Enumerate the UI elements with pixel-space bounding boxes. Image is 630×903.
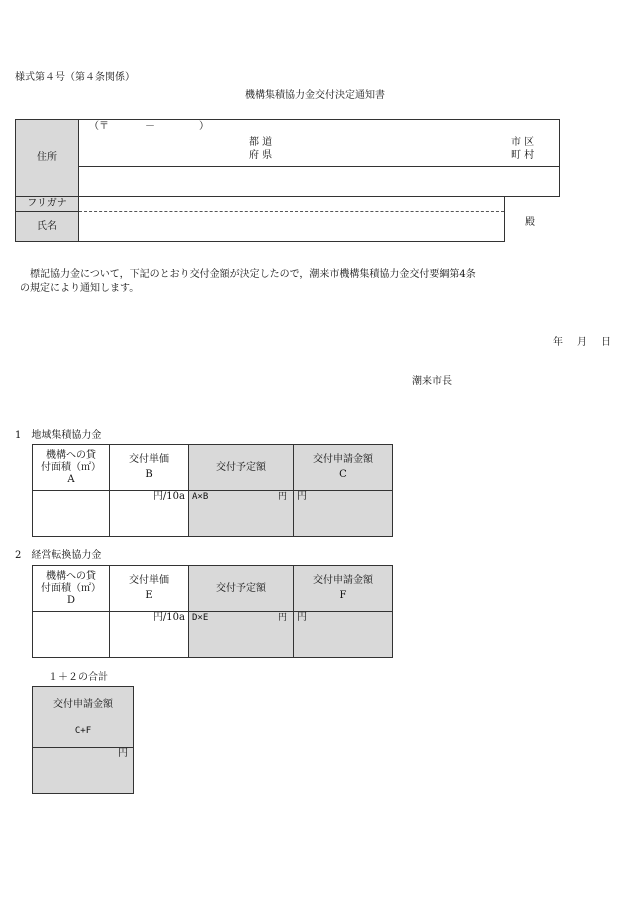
- document-title: 機構集積協力金交付決定通知書: [245, 90, 385, 101]
- date-day: 日: [601, 337, 611, 348]
- s1-col-application-amount: 交付申請金額 C: [294, 445, 393, 491]
- s2-unit-price-value: 円/10a: [110, 612, 189, 658]
- date-year: 年: [553, 337, 563, 348]
- section2-table: [32, 565, 393, 658]
- name-label: 氏名: [16, 212, 79, 242]
- todofuken-top: 都 道: [249, 137, 273, 148]
- s1-col-area: 機構への貸 付面積（㎡） A: [33, 445, 110, 491]
- s2-yen-a: 円: [277, 613, 287, 623]
- date-month: 月: [577, 337, 587, 348]
- s2-application-amount-value[interactable]: 円: [294, 612, 393, 658]
- todofuken-bottom: 府 県: [249, 150, 273, 161]
- furigana-field[interactable]: [79, 197, 505, 212]
- shichoson-bottom: 町 村: [511, 150, 535, 161]
- s1-application-amount-value[interactable]: 円: [294, 491, 393, 537]
- s2-col-planned-amount: 交付予定額: [189, 566, 294, 612]
- section1-heading: 1 地域集積協力金: [15, 430, 102, 441]
- total-table: [32, 686, 134, 794]
- address-table: [15, 119, 560, 197]
- body-text-line2: の規定により通知します。: [20, 283, 140, 294]
- s1-unit-price-value: 円/10a: [110, 491, 189, 537]
- s1-area-value[interactable]: [33, 491, 110, 537]
- s1-col-planned-amount: 交付予定額: [189, 445, 294, 491]
- s2-col-unit-price: 交付単価 E: [110, 566, 189, 612]
- s1-formula: A×B: [192, 492, 209, 502]
- name-field[interactable]: [79, 212, 505, 242]
- total-amount-value[interactable]: 円: [33, 748, 134, 794]
- form-number: 様式第４号（第４条関係）: [15, 72, 135, 83]
- s2-area-value[interactable]: [33, 612, 110, 658]
- address-field[interactable]: [79, 120, 560, 167]
- section1-table: [32, 444, 393, 537]
- s2-col-application-amount: 交付申請金額 F: [294, 566, 393, 612]
- total-label-cell: [33, 687, 134, 748]
- section2-heading: 2 経営転換協力金: [15, 550, 102, 561]
- total-heading: １＋２の合計: [48, 672, 108, 683]
- shichoson-top: 市 区: [511, 137, 535, 148]
- postal-prefix: （〒: [89, 121, 109, 132]
- s2-planned-amount-value: [189, 612, 294, 658]
- postal-dash: －: [145, 121, 155, 132]
- body-text-line1: 標記協力金について，下記のとおり交付金額が決定したので，潮来市機構集積協力金交付要綱第4条: [20, 269, 476, 280]
- name-table: [15, 196, 505, 242]
- issuer: 潮来市長: [412, 376, 452, 387]
- address-detail-field[interactable]: [79, 167, 560, 197]
- furigana-label: フリガナ: [16, 197, 79, 212]
- postal-suffix: ）: [199, 121, 209, 132]
- s2-formula: D×E: [192, 613, 209, 623]
- total-code: C+F: [74, 726, 92, 736]
- total-label: 交付申請金額: [53, 699, 113, 710]
- s1-col-unit-price: 交付単価 B: [110, 445, 189, 491]
- honorific: 殿: [525, 217, 535, 228]
- s1-planned-amount-value: [189, 491, 294, 537]
- s2-col-area: 機構への貸 付面積（㎡） D: [33, 566, 110, 612]
- s1-yen-a: 円: [277, 492, 287, 502]
- address-label: 住所: [16, 120, 79, 197]
